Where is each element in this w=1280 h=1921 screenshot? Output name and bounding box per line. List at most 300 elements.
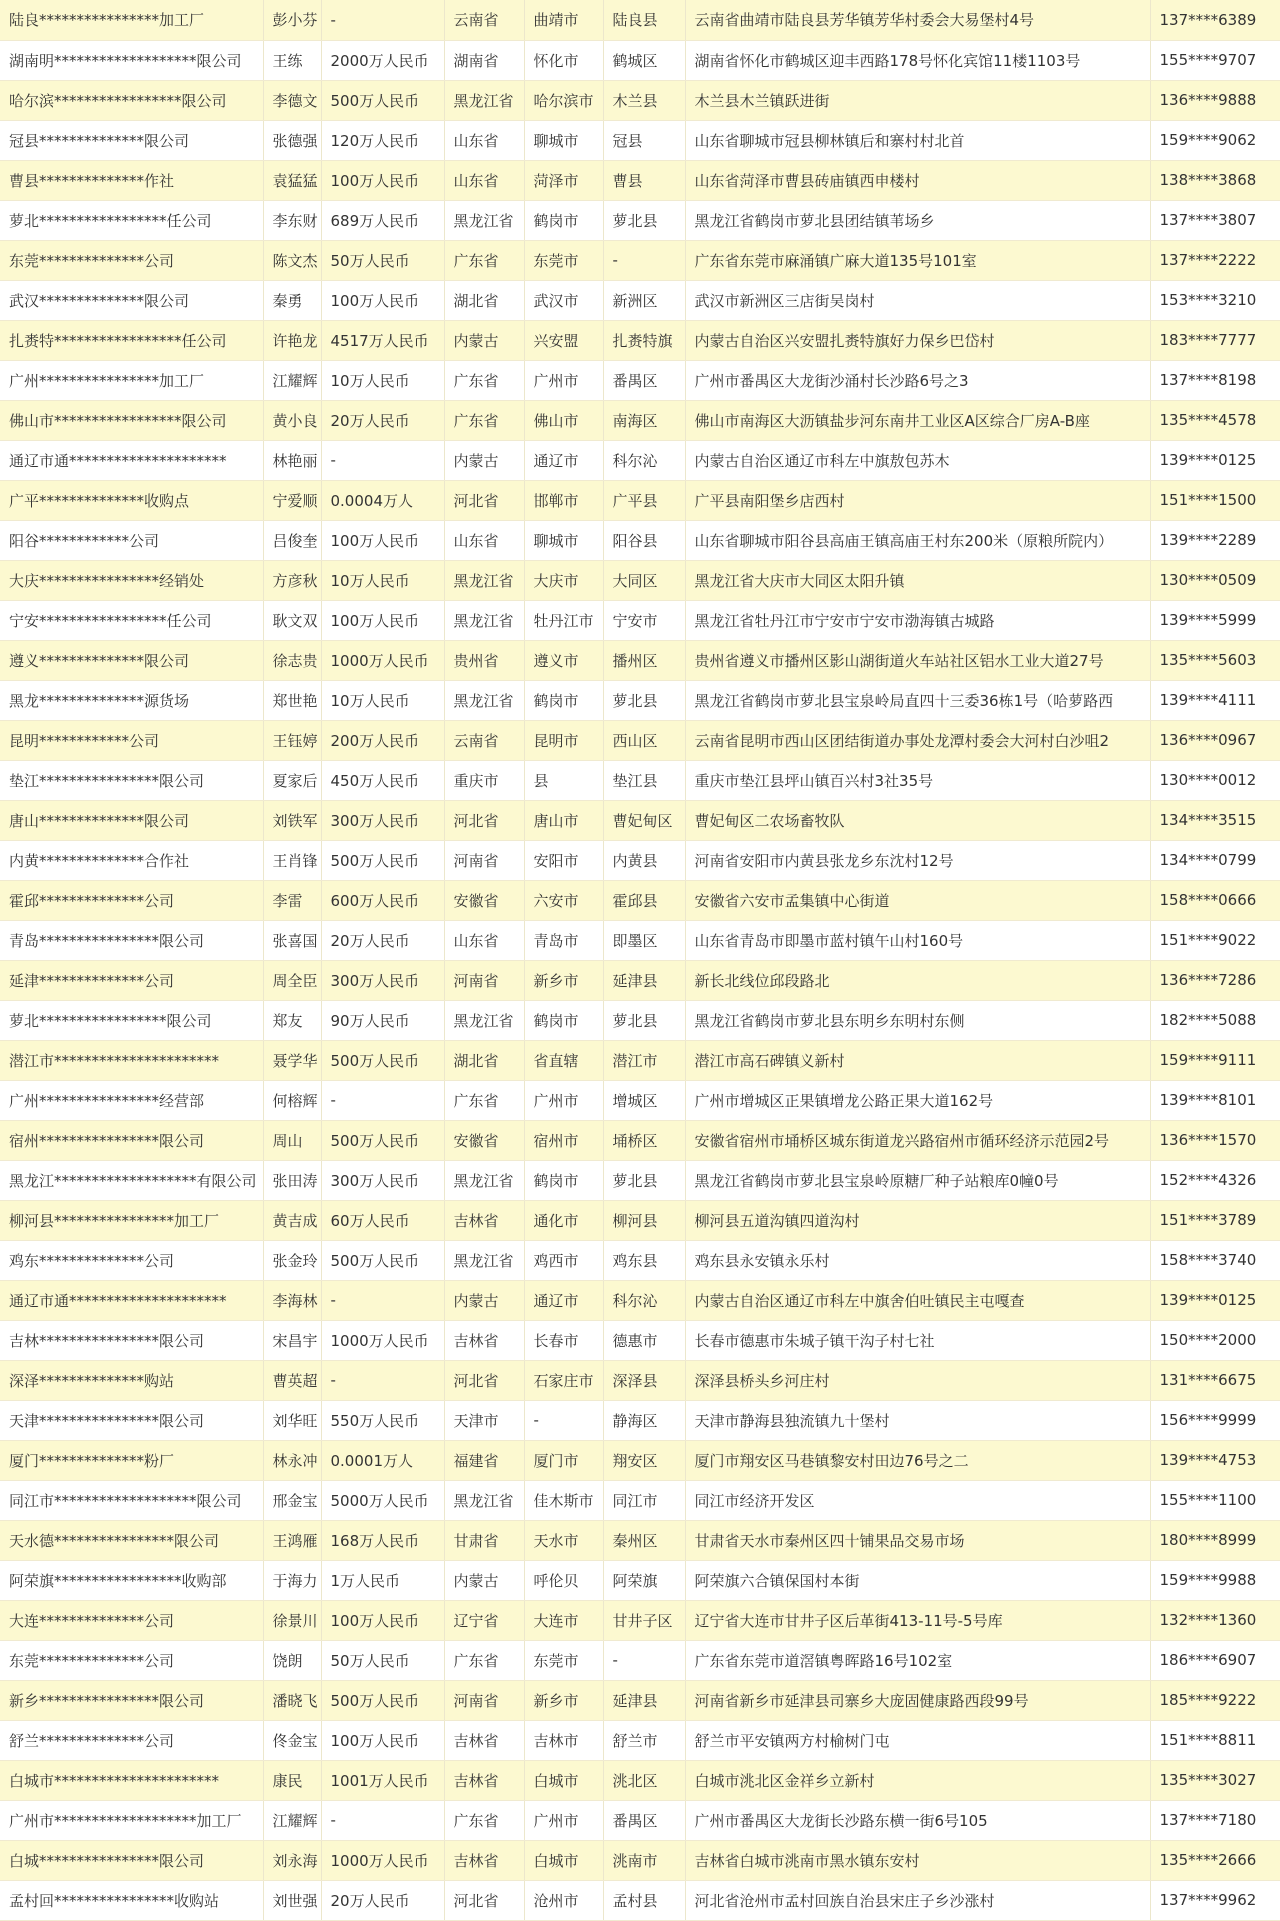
city-cell: 吉林市 (524, 1720, 603, 1760)
city-cell: 广州市 (524, 360, 603, 400)
district-cell: 播州区 (603, 640, 685, 680)
company-name-cell: 武汉**************限公司 (0, 280, 263, 320)
district-cell: 鹤城区 (603, 40, 685, 80)
district-cell: 番禺区 (603, 360, 685, 400)
city-cell: 遵义市 (524, 640, 603, 680)
address-cell: 广州市番禺区大龙街长沙路东横一街6号105 (685, 1800, 1150, 1840)
address-cell: 广州市番禺区大龙街沙涌村长沙路6号之3 (685, 360, 1150, 400)
phone-cell: 134****0799 (1150, 840, 1280, 880)
province-cell: 山东省 (444, 120, 524, 160)
province-cell: 黑龙江省 (444, 1240, 524, 1280)
city-cell: 通辽市 (524, 1280, 603, 1320)
legal-person-cell: 王钰婷 (263, 720, 321, 760)
legal-person-cell: 刘铁军 (263, 800, 321, 840)
company-name-cell: 广州市*******************加工厂 (0, 1800, 263, 1840)
district-cell: 扎赉特旗 (603, 320, 685, 360)
district-cell: 洮南市 (603, 1840, 685, 1880)
district-cell: 木兰县 (603, 80, 685, 120)
phone-cell: 139****0125 (1150, 440, 1280, 480)
company-name-cell: 广州****************加工厂 (0, 360, 263, 400)
phone-cell: 136****1570 (1150, 1120, 1280, 1160)
city-cell: 鹤岗市 (524, 1160, 603, 1200)
province-cell: 河北省 (444, 1880, 524, 1920)
province-cell: 吉林省 (444, 1320, 524, 1360)
address-cell: 佛山市南海区大沥镇盐步河东南井工业区A区综合厂房A-B座 (685, 400, 1150, 440)
city-cell: 通辽市 (524, 440, 603, 480)
registered-capital-cell: 100万人民币 (321, 1720, 444, 1760)
legal-person-cell: 于海力 (263, 1560, 321, 1600)
district-cell: 洮北区 (603, 1760, 685, 1800)
district-cell: 冠县 (603, 120, 685, 160)
table-row (0, 1680, 1280, 1720)
company-name-cell: 深泽**************购站 (0, 1360, 263, 1400)
address-cell: 山东省聊城市阳谷县高庙王镇高庙王村东200米（原粮所院内） (685, 520, 1150, 560)
address-cell: 山东省菏泽市曹县砖庙镇西申楼村 (685, 160, 1150, 200)
province-cell: 河北省 (444, 800, 524, 840)
city-cell: 省直辖 (524, 1040, 603, 1080)
registered-capital-cell: 1000万人民币 (321, 640, 444, 680)
province-cell: 黑龙江省 (444, 1000, 524, 1040)
address-cell: 曹妃甸区二农场畜牧队 (685, 800, 1150, 840)
company-name-cell: 东莞**************公司 (0, 240, 263, 280)
table-row (0, 320, 1280, 360)
address-cell: 重庆市垫江县坪山镇百兴村3社35号 (685, 760, 1150, 800)
city-cell: 宿州市 (524, 1120, 603, 1160)
phone-cell: 151****3789 (1150, 1200, 1280, 1240)
registered-capital-cell: 10万人民币 (321, 680, 444, 720)
district-cell: 甘井子区 (603, 1600, 685, 1640)
registered-capital-cell: 1001万人民币 (321, 1760, 444, 1800)
province-cell: 黑龙江省 (444, 1480, 524, 1520)
company-name-cell: 黑龙江*******************有限公司 (0, 1160, 263, 1200)
registered-capital-cell: 100万人民币 (321, 280, 444, 320)
company-name-cell: 鸡东**************公司 (0, 1240, 263, 1280)
phone-cell: 186****6907 (1150, 1640, 1280, 1680)
city-cell: 安阳市 (524, 840, 603, 880)
registered-capital-cell: 120万人民币 (321, 120, 444, 160)
province-cell: 河南省 (444, 1680, 524, 1720)
registered-capital-cell: 10万人民币 (321, 360, 444, 400)
legal-person-cell: 黄小良 (263, 400, 321, 440)
company-name-cell: 阿荣旗*****************收购部 (0, 1560, 263, 1600)
address-cell: 广东省东莞市道滘镇粤晖路16号102室 (685, 1640, 1150, 1680)
registered-capital-cell: 100万人民币 (321, 520, 444, 560)
company-name-cell: 延津**************公司 (0, 960, 263, 1000)
registered-capital-cell: 4517万人民币 (321, 320, 444, 360)
legal-person-cell: 康民 (263, 1760, 321, 1800)
district-cell: 潜江市 (603, 1040, 685, 1080)
table-row (0, 920, 1280, 960)
district-cell: - (603, 240, 685, 280)
province-cell: 广东省 (444, 360, 524, 400)
phone-cell: 136****7286 (1150, 960, 1280, 1000)
company-name-cell: 萝北*****************任公司 (0, 200, 263, 240)
address-cell: 黑龙江省鹤岗市萝北县宝泉岭原糖厂种子站粮库0幢0号 (685, 1160, 1150, 1200)
legal-person-cell: 郑世艳 (263, 680, 321, 720)
legal-person-cell: 宁爱顺 (263, 480, 321, 520)
address-cell: 阿荣旗六合镇保国村本街 (685, 1560, 1150, 1600)
registered-capital-cell: - (321, 1280, 444, 1320)
legal-person-cell: 张德强 (263, 120, 321, 160)
phone-cell: 151****8811 (1150, 1720, 1280, 1760)
legal-person-cell: 聂学华 (263, 1040, 321, 1080)
legal-person-cell: 方彦秋 (263, 560, 321, 600)
district-cell: 秦州区 (603, 1520, 685, 1560)
company-name-cell: 通辽市通********************* (0, 1280, 263, 1320)
company-name-cell: 白城市********************** (0, 1760, 263, 1800)
phone-cell: 135****2666 (1150, 1840, 1280, 1880)
legal-person-cell: 张金玲 (263, 1240, 321, 1280)
province-cell: 辽宁省 (444, 1600, 524, 1640)
table-row (0, 600, 1280, 640)
legal-person-cell: 李德文 (263, 80, 321, 120)
table-row (0, 1520, 1280, 1560)
legal-person-cell: 邢金宝 (263, 1480, 321, 1520)
city-cell: 菏泽市 (524, 160, 603, 200)
district-cell: 科尔沁 (603, 440, 685, 480)
district-cell: 南海区 (603, 400, 685, 440)
table-row (0, 1720, 1280, 1760)
province-cell: 吉林省 (444, 1760, 524, 1800)
registered-capital-cell: 500万人民币 (321, 1040, 444, 1080)
company-name-cell: 扎赉特*****************任公司 (0, 320, 263, 360)
table-row (0, 40, 1280, 80)
address-cell: 新长北线位邱段路北 (685, 960, 1150, 1000)
legal-person-cell: 曹英超 (263, 1360, 321, 1400)
address-cell: 黑龙江省鹤岗市萝北县团结镇苇场乡 (685, 200, 1150, 240)
phone-cell: 180****8999 (1150, 1520, 1280, 1560)
province-cell: 广东省 (444, 240, 524, 280)
phone-cell: 135****4578 (1150, 400, 1280, 440)
district-cell: 萝北县 (603, 680, 685, 720)
registered-capital-cell: 500万人民币 (321, 1120, 444, 1160)
city-cell: 兴安盟 (524, 320, 603, 360)
legal-person-cell: 刘永海 (263, 1840, 321, 1880)
city-cell: 鹤岗市 (524, 680, 603, 720)
address-cell: 山东省青岛市即墨市蓝村镇午山村160号 (685, 920, 1150, 960)
phone-cell: 156****9999 (1150, 1400, 1280, 1440)
province-cell: 云南省 (444, 0, 524, 40)
registered-capital-cell: 20万人民币 (321, 400, 444, 440)
company-name-cell: 霍邱**************公司 (0, 880, 263, 920)
legal-person-cell: 王练 (263, 40, 321, 80)
address-cell: 黑龙江省大庆市大同区太阳升镇 (685, 560, 1150, 600)
district-cell: 同江市 (603, 1480, 685, 1520)
province-cell: 河北省 (444, 1360, 524, 1400)
legal-person-cell: 刘华旺 (263, 1400, 321, 1440)
city-cell: 石家庄市 (524, 1360, 603, 1400)
phone-cell: 159****9988 (1150, 1560, 1280, 1600)
legal-person-cell: 徐景川 (263, 1600, 321, 1640)
district-cell: 曹县 (603, 160, 685, 200)
city-cell: 鸡西市 (524, 1240, 603, 1280)
phone-cell: 159****9062 (1150, 120, 1280, 160)
district-cell: 垫江县 (603, 760, 685, 800)
province-cell: 湖南省 (444, 40, 524, 80)
district-cell: 陆良县 (603, 0, 685, 40)
registered-capital-cell: 60万人民币 (321, 1200, 444, 1240)
table-row (0, 440, 1280, 480)
city-cell: 昆明市 (524, 720, 603, 760)
district-cell: 埇桥区 (603, 1120, 685, 1160)
city-cell: 六安市 (524, 880, 603, 920)
registered-capital-cell: 300万人民币 (321, 1160, 444, 1200)
company-name-cell: 孟村回****************收购站 (0, 1880, 263, 1920)
province-cell: 黑龙江省 (444, 80, 524, 120)
table-row (0, 1040, 1280, 1080)
company-name-cell: 内黄**************合作社 (0, 840, 263, 880)
province-cell: 河北省 (444, 480, 524, 520)
registered-capital-cell: 300万人民币 (321, 800, 444, 840)
company-name-cell: 宁安*****************任公司 (0, 600, 263, 640)
table-row (0, 360, 1280, 400)
table-row (0, 480, 1280, 520)
city-cell: 东莞市 (524, 1640, 603, 1680)
phone-cell: 136****0967 (1150, 720, 1280, 760)
city-cell: 呼伦贝 (524, 1560, 603, 1600)
table-row (0, 1280, 1280, 1320)
address-cell: 天津市静海县独流镇九十堡村 (685, 1400, 1150, 1440)
legal-person-cell: 江耀辉 (263, 1800, 321, 1840)
district-cell: 西山区 (603, 720, 685, 760)
city-cell: 邯郸市 (524, 480, 603, 520)
district-cell: 舒兰市 (603, 1720, 685, 1760)
phone-cell: 185****9222 (1150, 1680, 1280, 1720)
table-row (0, 1000, 1280, 1040)
legal-person-cell: 黄吉成 (263, 1200, 321, 1240)
province-cell: 重庆市 (444, 760, 524, 800)
district-cell: 萝北县 (603, 1160, 685, 1200)
legal-person-cell: 吕俊奎 (263, 520, 321, 560)
table-row (0, 1160, 1280, 1200)
registered-capital-cell: 50万人民币 (321, 240, 444, 280)
address-cell: 木兰县木兰镇跃进街 (685, 80, 1150, 120)
address-cell: 贵州省遵义市播州区影山湖街道火车站社区铝水工业大道27号 (685, 640, 1150, 680)
city-cell: 厦门市 (524, 1440, 603, 1480)
legal-person-cell: 林艳丽 (263, 440, 321, 480)
legal-person-cell: 徐志贵 (263, 640, 321, 680)
district-cell: 萝北县 (603, 1000, 685, 1040)
city-cell: 新乡市 (524, 1680, 603, 1720)
province-cell: 内蒙古 (444, 440, 524, 480)
legal-person-cell: 李东财 (263, 200, 321, 240)
province-cell: 甘肃省 (444, 1520, 524, 1560)
district-cell: 孟村县 (603, 1880, 685, 1920)
company-name-cell: 天津****************限公司 (0, 1400, 263, 1440)
company-name-cell: 东莞**************公司 (0, 1640, 263, 1680)
city-cell: 青岛市 (524, 920, 603, 960)
phone-cell: 151****1500 (1150, 480, 1280, 520)
registered-capital-cell: 100万人民币 (321, 600, 444, 640)
phone-cell: 152****4326 (1150, 1160, 1280, 1200)
district-cell: 延津县 (603, 1680, 685, 1720)
legal-person-cell: 刘世强 (263, 1880, 321, 1920)
table-row (0, 1560, 1280, 1600)
company-name-cell: 广平**************收购点 (0, 480, 263, 520)
address-cell: 云南省昆明市西山区团结街道办事处龙潭村委会大河村白沙咀2 (685, 720, 1150, 760)
company-name-cell: 舒兰**************公司 (0, 1720, 263, 1760)
province-cell: 湖北省 (444, 280, 524, 320)
district-cell: 曹妃甸区 (603, 800, 685, 840)
phone-cell: 151****9022 (1150, 920, 1280, 960)
district-cell: 即墨区 (603, 920, 685, 960)
address-cell: 厦门市翔安区马巷镇黎安村田边76号之二 (685, 1440, 1150, 1480)
company-name-cell: 黑龙**************源货场 (0, 680, 263, 720)
phone-cell: 135****3027 (1150, 1760, 1280, 1800)
province-cell: 安徽省 (444, 1120, 524, 1160)
company-name-cell: 阳谷************公司 (0, 520, 263, 560)
address-cell: 潜江市高石碑镇义新村 (685, 1040, 1150, 1080)
registered-capital-cell: 5000万人民币 (321, 1480, 444, 1520)
address-cell: 柳河县五道沟镇四道沟村 (685, 1200, 1150, 1240)
phone-cell: 137****3807 (1150, 200, 1280, 240)
legal-person-cell: 许艳龙 (263, 320, 321, 360)
registered-capital-cell: 0.0004万人 (321, 480, 444, 520)
company-name-cell: 新乡****************限公司 (0, 1680, 263, 1720)
company-name-cell: 陆良****************加工厂 (0, 0, 263, 40)
province-cell: 黑龙江省 (444, 600, 524, 640)
province-cell: 天津市 (444, 1400, 524, 1440)
table-row (0, 1120, 1280, 1160)
address-cell: 辽宁省大连市甘井子区后革街413-11号-5号库 (685, 1600, 1150, 1640)
table-row (0, 520, 1280, 560)
address-cell: 武汉市新洲区三店街吴岗村 (685, 280, 1150, 320)
phone-cell: 150****2000 (1150, 1320, 1280, 1360)
legal-person-cell: 张喜国 (263, 920, 321, 960)
province-cell: 内蒙古 (444, 1280, 524, 1320)
address-cell: 广州市增城区正果镇增龙公路正果大道162号 (685, 1080, 1150, 1120)
city-cell: 哈尔滨市 (524, 80, 603, 120)
registered-capital-cell: - (321, 1360, 444, 1400)
registered-capital-cell: 50万人民币 (321, 1640, 444, 1680)
address-cell: 甘肃省天水市秦州区四十铺果品交易市场 (685, 1520, 1150, 1560)
phone-cell: 135****5603 (1150, 640, 1280, 680)
legal-person-cell: 饶朗 (263, 1640, 321, 1680)
company-name-cell: 厦门**************粉厂 (0, 1440, 263, 1480)
city-cell: 广州市 (524, 1080, 603, 1120)
table-row (0, 0, 1280, 40)
registered-capital-cell: - (321, 1080, 444, 1120)
district-cell: 阳谷县 (603, 520, 685, 560)
district-cell: 内黄县 (603, 840, 685, 880)
city-cell: 县 (524, 760, 603, 800)
registered-capital-cell: 20万人民币 (321, 1880, 444, 1920)
city-cell: 白城市 (524, 1760, 603, 1800)
address-cell: 广平县南阳堡乡店西村 (685, 480, 1150, 520)
legal-person-cell: 江耀辉 (263, 360, 321, 400)
legal-person-cell: 王鸿雁 (263, 1520, 321, 1560)
district-cell: - (603, 1640, 685, 1680)
company-name-cell: 遵义**************限公司 (0, 640, 263, 680)
registered-capital-cell: 100万人民币 (321, 1600, 444, 1640)
company-name-cell: 白城****************限公司 (0, 1840, 263, 1880)
address-cell: 舒兰市平安镇两方村榆树门屯 (685, 1720, 1150, 1760)
legal-person-cell: 陈文杰 (263, 240, 321, 280)
registered-capital-cell: 10万人民币 (321, 560, 444, 600)
province-cell: 广东省 (444, 1080, 524, 1120)
table-row (0, 1440, 1280, 1480)
city-cell: 长春市 (524, 1320, 603, 1360)
phone-cell: 131****6675 (1150, 1360, 1280, 1400)
province-cell: 云南省 (444, 720, 524, 760)
city-cell: 佳木斯市 (524, 1480, 603, 1520)
registered-capital-cell: 1000万人民币 (321, 1840, 444, 1880)
phone-cell: 139****4111 (1150, 680, 1280, 720)
province-cell: 河南省 (444, 840, 524, 880)
registered-capital-cell: 300万人民币 (321, 960, 444, 1000)
company-name-cell: 佛山市*****************限公司 (0, 400, 263, 440)
company-name-cell: 哈尔滨*****************限公司 (0, 80, 263, 120)
registered-capital-cell: 500万人民币 (321, 1240, 444, 1280)
table-row (0, 1840, 1280, 1880)
legal-person-cell: 夏家后 (263, 760, 321, 800)
registered-capital-cell: 20万人民币 (321, 920, 444, 960)
legal-person-cell: 王肖锋 (263, 840, 321, 880)
registered-capital-cell: 1000万人民币 (321, 1320, 444, 1360)
registered-capital-cell: 500万人民币 (321, 1680, 444, 1720)
city-cell: 沧州市 (524, 1880, 603, 1920)
address-cell: 黑龙江省鹤岗市萝北县宝泉岭局直四十三委36栋1号（哈萝路西 (685, 680, 1150, 720)
district-cell: 霍邱县 (603, 880, 685, 920)
table-row (0, 1240, 1280, 1280)
table-row (0, 120, 1280, 160)
address-cell: 河北省沧州市孟村回族自治县宋庄子乡沙涨村 (685, 1880, 1150, 1920)
address-cell: 云南省曲靖市陆良县芳华镇芳华村委会大易堡村4号 (685, 0, 1150, 40)
district-cell: 德惠市 (603, 1320, 685, 1360)
table-row (0, 880, 1280, 920)
table-row (0, 400, 1280, 440)
address-cell: 内蒙古自治区通辽市科左中旗舍伯吐镇民主屯嘎查 (685, 1280, 1150, 1320)
company-name-cell: 冠县**************限公司 (0, 120, 263, 160)
phone-cell: 155****9707 (1150, 40, 1280, 80)
city-cell: 广州市 (524, 1800, 603, 1840)
legal-person-cell: 宋昌宇 (263, 1320, 321, 1360)
city-cell: 通化市 (524, 1200, 603, 1240)
table-row (0, 1080, 1280, 1120)
address-cell: 河南省新乡市延津县司寨乡大庞固健康路西段99号 (685, 1680, 1150, 1720)
table-row (0, 720, 1280, 760)
legal-person-cell: 林永冲 (263, 1440, 321, 1480)
district-cell: 萝北县 (603, 200, 685, 240)
phone-cell: 137****9962 (1150, 1880, 1280, 1920)
company-name-cell: 吉林****************限公司 (0, 1320, 263, 1360)
phone-cell: 139****8101 (1150, 1080, 1280, 1120)
province-cell: 广东省 (444, 1640, 524, 1680)
address-cell: 深泽县桥头乡河庄村 (685, 1360, 1150, 1400)
phone-cell: 137****2222 (1150, 240, 1280, 280)
registered-capital-cell: - (321, 1800, 444, 1840)
table-row (0, 1360, 1280, 1400)
phone-cell: 136****9888 (1150, 80, 1280, 120)
company-name-cell: 大连**************公司 (0, 1600, 263, 1640)
address-cell: 黑龙江省牡丹江市宁安市宁安市渤海镇古城路 (685, 600, 1150, 640)
legal-person-cell: 郑友 (263, 1000, 321, 1040)
province-cell: 山东省 (444, 920, 524, 960)
district-cell: 鸡东县 (603, 1240, 685, 1280)
legal-person-cell: 彭小芬 (263, 0, 321, 40)
phone-cell: 158****3740 (1150, 1240, 1280, 1280)
table-row (0, 1400, 1280, 1440)
city-cell: 怀化市 (524, 40, 603, 80)
address-cell: 湖南省怀化市鹤城区迎丰西路178号怀化宾馆11楼1103号 (685, 40, 1150, 80)
address-cell: 安徽省宿州市埇桥区城东街道龙兴路宿州市循环经济示范园2号 (685, 1120, 1150, 1160)
district-cell: 新洲区 (603, 280, 685, 320)
city-cell: 大连市 (524, 1600, 603, 1640)
district-cell: 宁安市 (603, 600, 685, 640)
address-cell: 黑龙江省鹤岗市萝北县东明乡东明村东侧 (685, 1000, 1150, 1040)
address-cell: 安徽省六安市孟集镇中心街道 (685, 880, 1150, 920)
table-row (0, 680, 1280, 720)
